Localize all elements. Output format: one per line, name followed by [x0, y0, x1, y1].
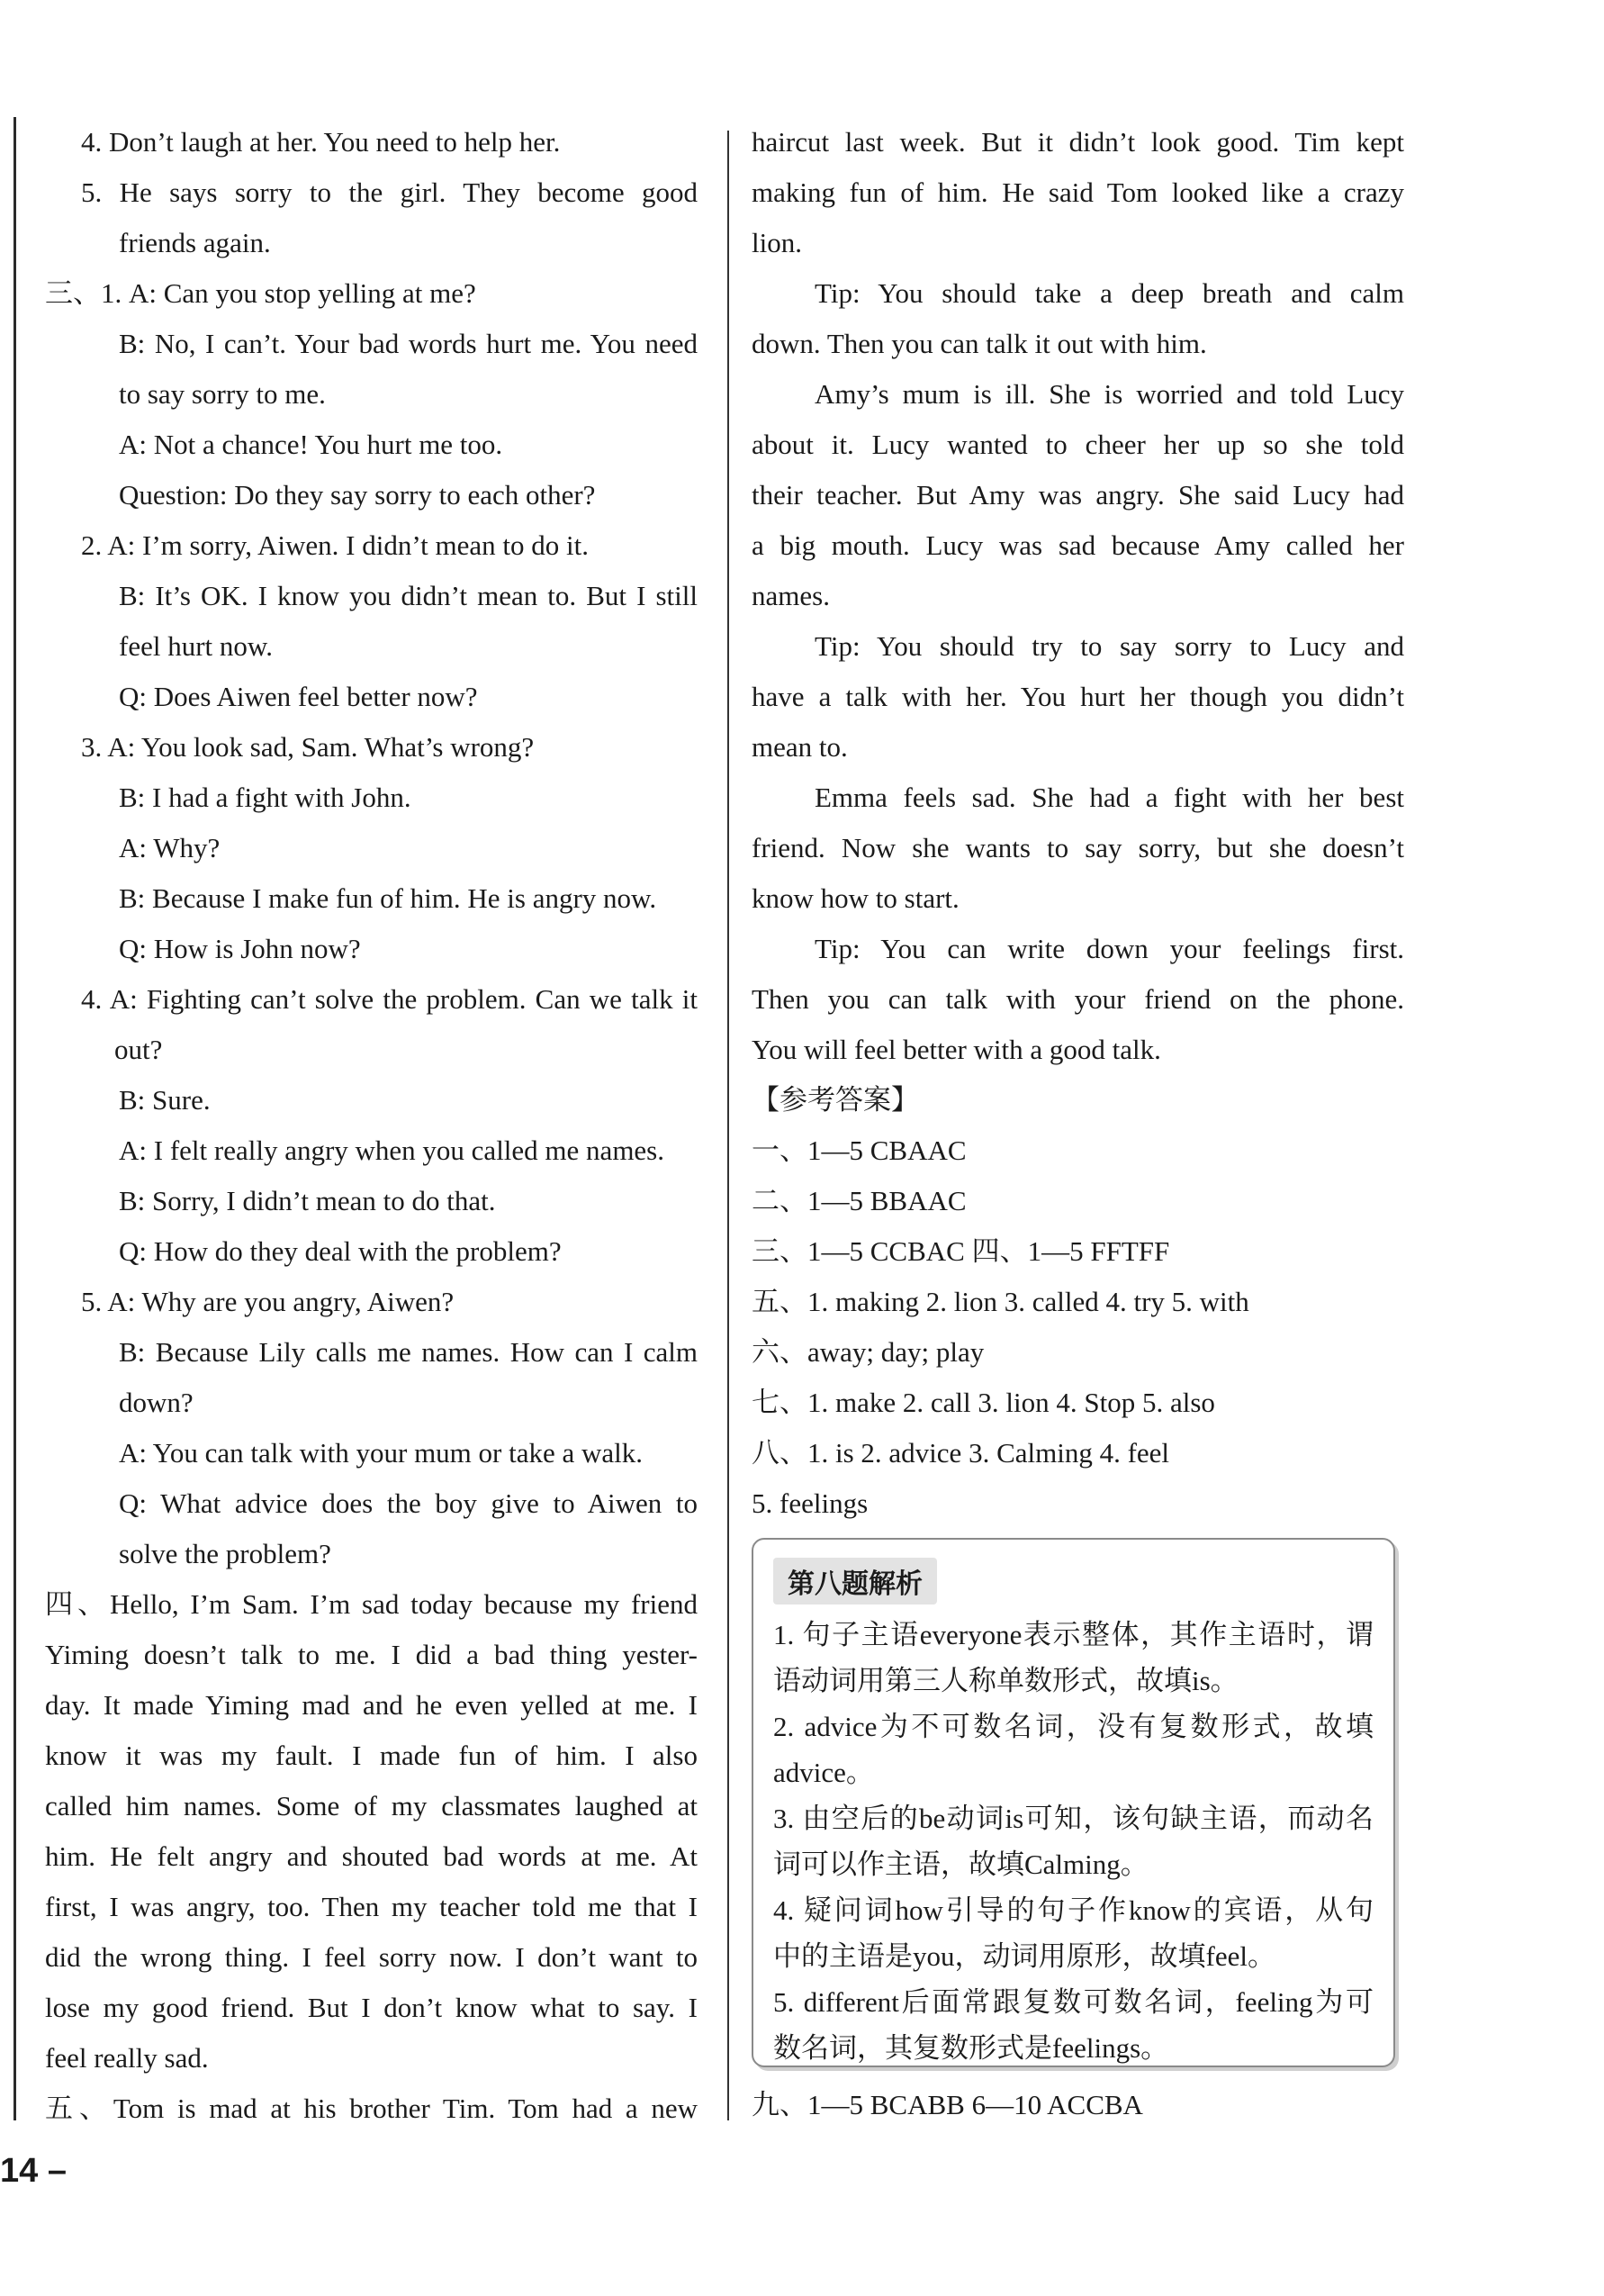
text-line: B: No, I can’t. Your bad words hurt me. You need	[119, 328, 698, 359]
analysis-lines	[773, 1612, 1374, 2071]
text-line: a big mouth. Lucy was sad because Amy called her	[752, 529, 1404, 561]
text-line: B: It’s OK. I know you didn’t mean to. But I still	[119, 580, 698, 611]
text-line: Q: What advice does the boy give to Aiwen to	[119, 1487, 698, 1519]
text-line: 语动词用第三人称单数形式，故填is。	[773, 1665, 1239, 1696]
text-line: their teacher. But Amy was angry. She said Lucy had	[752, 479, 1404, 511]
text-line: 数名词，其复数形式是feelings。	[773, 2032, 1169, 2064]
text-line: A: Not a chance! You hurt me too.	[119, 429, 503, 460]
text-line: 1. 句子主语everyone表示整体，其作主语时，谓	[773, 1619, 1374, 1650]
text-line: 四、Hello, I’m Sam. I’m sad today because my friend	[45, 1588, 698, 1620]
text-line: first, I was angry, too. Then my teacher told me that I	[45, 1891, 698, 1922]
text-line: A: Why?	[119, 832, 221, 863]
text-line: 3. 由空后的be动词is可知，该句缺主语，而动名	[773, 1803, 1374, 1834]
text-line: 5. He says sorry to the girl. They become good	[81, 176, 698, 208]
text-line: Then you can talk with your friend on the phone.	[752, 983, 1404, 1015]
left-column	[45, 117, 698, 2134]
text-line: Amy’s mum is ill. She is worried and told Lucy	[815, 378, 1404, 410]
text-line: 中的主语是you，动词用原形，故填feel。	[773, 1940, 1275, 1972]
final-answer-line: 九、1—5 BCABB 6—10 ACCBA	[752, 2089, 1143, 2120]
text-line: 六、away; day; play	[752, 1336, 985, 1368]
text-line: about it. Lucy wanted to cheer her up so she told	[752, 429, 1404, 460]
page-number: 14 –	[0, 2152, 67, 2190]
text-line: Yiming doesn’t talk to me. I did a bad thing yester-	[45, 1639, 698, 1670]
text-line: lion.	[752, 227, 802, 258]
text-line: 4. Don’t laugh at her. You need to help her.	[81, 126, 561, 158]
text-line: names.	[752, 580, 830, 611]
text-line: 3. A: You look sad, Sam. What’s wrong?	[81, 731, 535, 763]
text-line: 2. advice为不可数名词，没有复数形式，故填	[773, 1711, 1374, 1742]
text-line: Q: How is John now?	[119, 933, 361, 964]
text-line: him. He felt angry and shouted bad words at me. At	[45, 1840, 698, 1872]
text-line: 五、1. making 2. lion 3. called 4. try 5. with	[752, 1286, 1249, 1317]
column-divider	[727, 131, 729, 2120]
text-line: making fun of him. He said Tom looked like a crazy	[752, 176, 1404, 208]
text-line: B: Because Lily calls me names. How can I calm	[119, 1336, 698, 1368]
text-line: 八、1. is 2. advice 3. Calming 4. feel	[752, 1437, 1170, 1469]
text-line: 5. different后面常跟复数可数名词，feeling为可	[773, 1986, 1374, 2018]
text-line: mean to.	[752, 731, 848, 763]
text-line: Tip: You should try to say sorry to Lucy and	[815, 630, 1404, 662]
text-line: B: Sure.	[119, 1084, 211, 1116]
text-line: Q: Does Aiwen feel better now?	[119, 681, 478, 712]
text-line: 词可以作主语，故填Calming。	[773, 1849, 1149, 1880]
text-line: did the wrong thing. I feel sorry now. I don’t want to	[45, 1941, 698, 1973]
text-line: 5. A: Why are you angry, Aiwen?	[81, 1286, 455, 1317]
text-line: called him names. Some of my classmates laughed at	[45, 1790, 698, 1821]
text-line: know it was my fault. I made fun of him. I also	[45, 1740, 698, 1771]
text-line: 2. A: I’m sorry, Aiwen. I didn’t mean to do it.	[81, 529, 589, 561]
text-line: 5. feelings	[752, 1487, 869, 1519]
text-line: day. It made Yiming mad and he even yelled at me. I	[45, 1689, 698, 1721]
text-line: B: Sorry, I didn’t mean to do that.	[119, 1185, 496, 1216]
text-line: have a talk with her. You hurt her though you didn’t	[752, 681, 1404, 712]
text-line: 三、1. A: Can you stop yelling at me?	[45, 277, 476, 309]
analysis-title: 第八题解析	[773, 1558, 937, 1604]
text-line: 【参考答案】	[752, 1084, 919, 1116]
right-column	[752, 117, 1404, 1529]
text-line: 五、Tom is mad at his brother Tim. Tom had a new	[45, 2093, 698, 2124]
text-line: A: You can talk with your mum or take a walk.	[119, 1437, 644, 1469]
text-line: You will feel better with a good talk.	[752, 1034, 1161, 1065]
text-line: feel hurt now.	[119, 630, 274, 662]
text-line: lose my good friend. But I don’t know what to say. I	[45, 1992, 698, 2023]
text-line: 二、1—5 BBAAC	[752, 1185, 967, 1216]
text-line: Emma feels sad. She had a fight with her best	[815, 782, 1404, 813]
text-line: 4. 疑问词how引导的句子作know的宾语，从句	[773, 1894, 1374, 1926]
text-line: Question: Do they say sorry to each other?	[119, 479, 596, 511]
text-line: down?	[119, 1387, 194, 1418]
text-line: 三、1—5 CCBAC 四、1—5 FFTFF	[752, 1235, 1170, 1267]
text-line: advice。	[773, 1757, 874, 1788]
text-line: haircut last week. But it didn’t look good. Tim kept	[752, 126, 1404, 158]
text-line: 一、1—5 CBAAC	[752, 1134, 967, 1166]
text-line: friends again.	[119, 227, 271, 258]
text-line: Q: How do they deal with the problem?	[119, 1235, 562, 1267]
text-line: B: Because I make fun of him. He is angry now.	[119, 882, 657, 914]
text-line: B: I had a fight with John.	[119, 782, 411, 813]
text-line: A: I felt really angry when you called me names.	[119, 1134, 664, 1166]
text-line: 七、1. make 2. call 3. lion 4. Stop 5. also	[752, 1387, 1215, 1418]
text-line: know how to start.	[752, 882, 960, 914]
text-line: to say sorry to me.	[119, 378, 326, 410]
left-margin-rule	[14, 117, 16, 2120]
text-line: 4. A: Fighting can’t solve the problem. Can we talk it	[81, 983, 698, 1015]
text-line: down. Then you can talk it out with him.	[752, 328, 1207, 359]
analysis-box	[752, 1538, 1395, 2067]
text-line: Tip: You can write down your feelings first.	[815, 933, 1404, 964]
text-line: out?	[114, 1034, 163, 1065]
text-line: feel really sad.	[45, 2042, 209, 2074]
text-line: solve the problem?	[119, 1538, 331, 1569]
text-line: Tip: You should take a deep breath and calm	[815, 277, 1404, 309]
text-line: friend. Now she wants to say sorry, but she doesn’t	[752, 832, 1404, 863]
